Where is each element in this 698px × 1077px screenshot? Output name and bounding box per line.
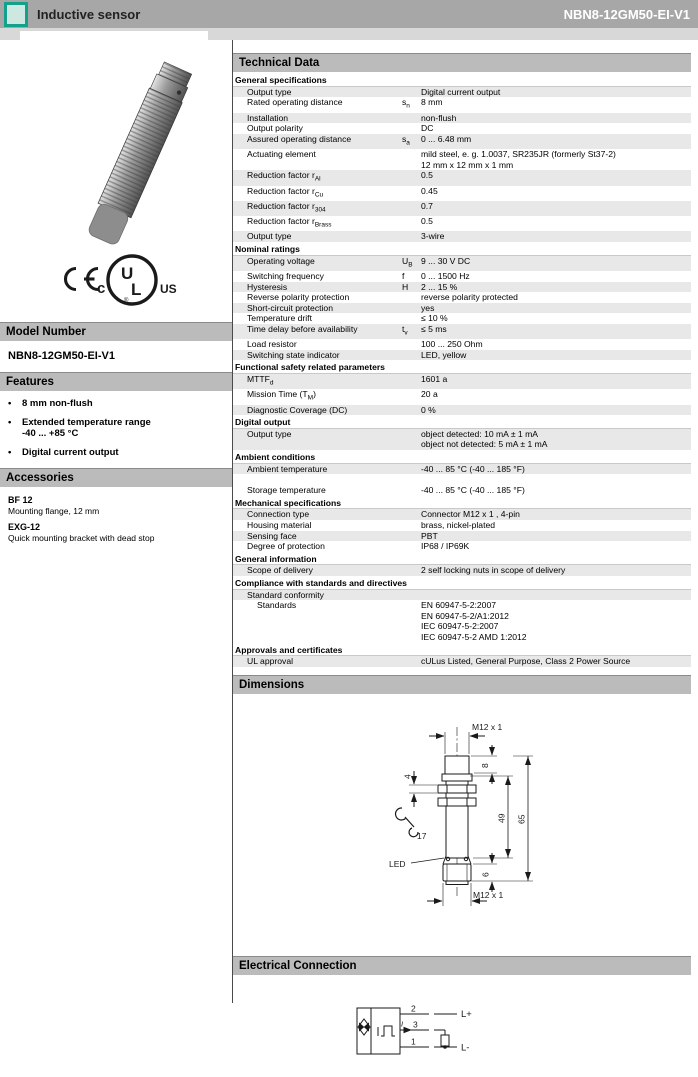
pin-3-label: 3 xyxy=(413,1019,418,1030)
spec-label: Installation xyxy=(247,112,289,123)
spec-value-line: 0.45 xyxy=(421,185,438,196)
spec-label: Standard conformity xyxy=(247,589,324,600)
spec-symbol-subscript: a xyxy=(406,139,410,147)
spec-symbol xyxy=(402,520,421,531)
spec-symbol xyxy=(402,374,421,389)
load-resistor-symbol xyxy=(441,1035,449,1046)
spec-row xyxy=(233,600,691,642)
spec-value xyxy=(421,313,691,324)
spec-section-title: Approvals and certificates xyxy=(233,644,691,657)
spec-symbol xyxy=(402,149,421,170)
spec-value xyxy=(421,350,691,361)
technical-data-heading: Technical Data xyxy=(233,53,691,72)
spec-value-line: 0.5 xyxy=(421,170,433,181)
accessory-name: BF 12 xyxy=(8,495,33,505)
dim-label-8: 8 xyxy=(480,762,490,768)
spec-value-line: 0 ... 1500 Hz xyxy=(421,270,470,281)
spec-value-line: 3-wire xyxy=(421,231,445,242)
spec-value xyxy=(421,271,691,282)
spec-label-subscript: Brass xyxy=(314,221,332,229)
spec-section-title: General specifications xyxy=(233,74,691,87)
wiring-diagram xyxy=(347,1002,537,1072)
bullet-icon: • xyxy=(8,416,12,428)
spec-symbol xyxy=(402,541,421,552)
spec-value xyxy=(421,429,691,450)
accessory-description: Quick mounting bracket with dead stop xyxy=(8,533,155,543)
spec-value-line: -40 ... 85 °C (-40 ... 185 °F) xyxy=(421,463,525,474)
spec-label: Reverse polarity protection xyxy=(247,292,350,303)
spec-label-subscript: 304 xyxy=(314,206,326,214)
accessories-heading: Accessories xyxy=(0,468,232,487)
spec-value xyxy=(421,87,691,98)
spec-value-line: 2 ... 15 % xyxy=(421,281,458,292)
wrench-size-label: 17 xyxy=(417,830,427,841)
spec-value-line: 1601 a xyxy=(421,374,448,384)
spec-section-title: General information xyxy=(233,553,691,566)
spec-row xyxy=(233,509,691,520)
spec-symbol xyxy=(402,350,421,361)
product-photo xyxy=(0,40,232,252)
spec-row xyxy=(233,324,691,339)
spec-value xyxy=(421,123,691,134)
spec-row xyxy=(233,464,691,475)
spec-value xyxy=(421,256,691,271)
spec-symbol xyxy=(402,600,421,642)
dim-label-4: 4 xyxy=(402,773,413,779)
spec-value-line: IEC 60947-5-2 AMD 1:2012 xyxy=(421,631,527,642)
ul-us-label: US xyxy=(160,282,177,296)
spec-value-line: ≤ 10 % xyxy=(421,313,448,324)
spec-value-line: brass, nickel-plated xyxy=(421,519,496,530)
spec-value-line: 2 self locking nuts in scope of delivery xyxy=(421,565,566,576)
spec-row xyxy=(233,149,691,170)
current-label: I xyxy=(401,1019,404,1029)
led-label: LED xyxy=(389,858,406,869)
spec-row xyxy=(233,97,691,112)
spec-label: Standards xyxy=(257,600,297,611)
spec-row xyxy=(233,405,691,416)
ul-l-letter: L xyxy=(131,280,142,299)
spec-value-line: 9 ... 30 V DC xyxy=(421,255,471,266)
spec-label: Output type xyxy=(247,428,292,439)
model-number-heading: Model Number xyxy=(0,322,232,341)
dim-label-6: 6 xyxy=(480,871,491,877)
spec-label: $MTTF_d$ xyxy=(247,374,274,387)
dim-label-49: 49 xyxy=(496,813,507,823)
spec-value xyxy=(421,339,691,350)
spec-row xyxy=(233,313,691,324)
spec-row xyxy=(233,216,691,231)
spec-value xyxy=(421,170,691,185)
spec-label: Assured operating distance xyxy=(247,133,352,144)
spec-row xyxy=(233,134,691,149)
main-column xyxy=(232,40,698,1054)
spec-symbol: $t_v$ xyxy=(402,323,408,337)
spec-label: Diagnostic Coverage (DC) xyxy=(247,404,348,415)
spec-symbol-subscript: v xyxy=(404,329,408,337)
spec-value-line: EN 60947-5-2:2007 xyxy=(421,600,497,611)
spec-value-line: cULus Listed, General Purpose, Class 2 Power Source xyxy=(421,656,631,667)
spec-row xyxy=(233,339,691,350)
spec-value-line: reverse polarity protected xyxy=(421,292,518,303)
accessory-name: EXG-12 xyxy=(8,522,41,532)
spec-value-line: object detected: 10 mA ± 1 mA xyxy=(421,428,538,439)
spec-label: Output polarity xyxy=(247,123,303,134)
spec-row xyxy=(233,531,691,542)
spec-symbol-subscript: B xyxy=(408,261,413,269)
spec-label: Load resistor xyxy=(247,339,297,350)
spec-row xyxy=(233,231,691,242)
spec-label: Hysteresis xyxy=(247,281,288,292)
wrench-icon xyxy=(396,808,418,837)
spec-row xyxy=(233,292,691,303)
brand-icon xyxy=(4,2,28,27)
spec-value-line: 100 ... 250 Ohm xyxy=(421,339,483,350)
spec-section-title: Nominal ratings xyxy=(233,243,691,256)
spec-value xyxy=(421,464,691,475)
spec-section-title: Digital output xyxy=(233,416,691,429)
spec-symbol xyxy=(402,565,421,576)
spec-value-line: -40 ... 85 °C (-40 ... 185 °F) xyxy=(421,485,525,496)
spec-symbol xyxy=(402,170,421,185)
spec-value-line: yes xyxy=(421,302,435,313)
ul-u-letter: U xyxy=(121,264,134,283)
spec-row xyxy=(233,485,691,496)
spec-label: Mission Time $(T_M)$ xyxy=(247,389,316,403)
feature-item: • Digital current output xyxy=(8,446,119,458)
junction-dot xyxy=(443,1045,447,1049)
spec-label-subscript: d xyxy=(269,379,274,387)
ul-registered-symbol: ® xyxy=(124,298,129,304)
pin-2-label: 2 xyxy=(411,1003,416,1014)
spec-value xyxy=(421,134,691,149)
spec-label: Storage temperature xyxy=(247,485,326,496)
spec-label: Output type xyxy=(247,86,292,97)
spec-symbol xyxy=(402,123,421,134)
electrical-connection-heading: Electrical Connection xyxy=(233,956,691,975)
spec-row xyxy=(233,123,691,134)
spec-value xyxy=(421,590,691,601)
spec-label: Connection type xyxy=(247,509,310,520)
spec-label: Switching frequency xyxy=(247,270,324,281)
l-minus-label: L- xyxy=(461,1042,470,1054)
spec-symbol: $s_n$ xyxy=(402,97,410,110)
spec-symbol xyxy=(402,405,421,416)
bullet-icon: • xyxy=(8,398,12,409)
spec-value-line: 20 a xyxy=(421,389,438,400)
spec-row xyxy=(233,374,691,389)
spec-symbol xyxy=(402,87,421,98)
spec-section-title: Mechanical specifications xyxy=(233,497,691,510)
spec-symbol xyxy=(402,656,421,667)
spec-label: Switching state indicator xyxy=(247,349,340,360)
sensor-photo-illustration xyxy=(0,40,232,252)
spec-value xyxy=(421,565,691,576)
spec-value xyxy=(421,201,691,216)
spec-value xyxy=(421,531,691,542)
model-number-value: NBN8-12GM50-EI-V1 xyxy=(8,350,115,362)
spec-value-line: mild steel, e. g. 1.0037, SR235JR (formerly St37-2) xyxy=(421,149,616,159)
spec-row xyxy=(233,303,691,314)
electrical-connection-figure xyxy=(347,1002,691,1077)
spec-symbol xyxy=(402,531,421,542)
spec-label-subscript: M xyxy=(307,395,314,403)
spec-value-line: 0 ... 6.48 mm xyxy=(421,133,472,144)
spec-section-title: Functional safety related parameters xyxy=(233,361,691,374)
spec-row xyxy=(233,271,691,282)
spec-value xyxy=(421,231,691,242)
spec-label-subscript: Cu xyxy=(314,191,324,199)
l-plus-label: L+ xyxy=(461,1008,472,1020)
spec-symbol: f xyxy=(402,270,405,281)
certification-marks xyxy=(0,252,232,322)
spec-value-line: 0 % xyxy=(421,404,436,415)
spec-value xyxy=(421,509,691,520)
spec-row xyxy=(233,389,691,404)
spec-symbol: H xyxy=(402,281,409,292)
spec-row xyxy=(233,282,691,293)
spec-value xyxy=(421,389,691,404)
header-substrip-tab xyxy=(20,31,208,40)
spec-symbol xyxy=(402,485,421,496)
spec-row xyxy=(233,186,691,201)
spec-value xyxy=(421,600,691,642)
spec-symbol xyxy=(402,201,421,216)
spec-symbol xyxy=(402,113,421,124)
spec-section-title: Compliance with standards and directives xyxy=(233,577,691,590)
spec-value xyxy=(421,656,691,667)
left-column xyxy=(0,40,232,1003)
spec-value-line: Digital current output xyxy=(421,86,501,97)
spec-value-line: IP68 / IP69K xyxy=(421,541,470,552)
spec-value xyxy=(421,405,691,416)
dimensions-figure xyxy=(367,721,691,951)
page-header xyxy=(0,0,698,28)
spec-symbol xyxy=(402,464,421,475)
spec-value xyxy=(421,374,691,389)
spec-symbol: $U_B$ xyxy=(402,255,413,269)
spec-value xyxy=(421,292,691,303)
spec-row xyxy=(233,541,691,552)
spec-label-subscript: Al xyxy=(314,175,321,183)
spec-row xyxy=(233,565,691,576)
spec-label: Reduction factor $r_{Al}$ xyxy=(247,170,321,183)
spec-value xyxy=(421,324,691,339)
spec-value-line: 8 mm xyxy=(421,97,443,108)
spec-value-line: 0.7 xyxy=(421,200,433,211)
spec-label: Reduction factor $r_{Cu}$ xyxy=(247,185,324,199)
pin-1-label: 1 xyxy=(411,1036,416,1047)
spec-value xyxy=(421,216,691,231)
spec-value-line: IEC 60947-5-2:2007 xyxy=(421,621,499,632)
spec-row xyxy=(233,590,691,601)
spec-label: Actuating element xyxy=(247,149,316,159)
spec-symbol xyxy=(402,429,421,450)
dim-label-m12-top: M12 x 1 xyxy=(472,721,503,732)
spec-label: Sensing face xyxy=(247,530,297,541)
spec-value-line: EN 60947-5-2/A1:2012 xyxy=(421,610,509,621)
spec-value-line: PBT xyxy=(421,530,438,541)
spec-label: Reduction factor $r_{Brass}$ xyxy=(247,216,332,229)
technical-data-table xyxy=(233,74,691,667)
spec-row xyxy=(233,520,691,531)
spec-value xyxy=(421,485,691,496)
spec-symbol: $s_a$ xyxy=(402,133,410,147)
spec-value xyxy=(421,303,691,314)
spec-symbol xyxy=(402,216,421,231)
dim-label-m12-bottom: M12 x 1 xyxy=(473,889,504,900)
spec-label: Temperature drift xyxy=(247,313,312,324)
spec-symbol xyxy=(402,313,421,324)
spec-value xyxy=(421,149,691,170)
spec-value xyxy=(421,520,691,531)
page-title: Inductive sensor xyxy=(37,6,141,22)
spec-symbol-subscript: n xyxy=(406,102,410,110)
spec-symbol xyxy=(402,339,421,350)
spec-row xyxy=(233,87,691,98)
spec-label: Rated operating distance xyxy=(247,97,343,108)
spec-value xyxy=(421,113,691,124)
spec-row-spacer xyxy=(233,474,691,485)
spec-label: Operating voltage xyxy=(247,255,315,266)
spec-value-line: 0.5 xyxy=(421,216,433,227)
spec-label: Degree of protection xyxy=(247,541,325,552)
spec-value-line: non-flush xyxy=(421,112,457,123)
spec-symbol xyxy=(402,389,421,404)
spec-row xyxy=(233,113,691,124)
spec-value-line: Connector M12 x 1 , 4-pin xyxy=(421,509,520,520)
spec-section-title: Ambient conditions xyxy=(233,451,691,464)
feature-item: • Extended temperature range -40 ... +85 °C xyxy=(8,416,151,439)
spec-value-line: 12 mm x 12 mm x 1 mm xyxy=(421,159,514,170)
spec-row xyxy=(233,429,691,450)
spec-symbol xyxy=(402,186,421,201)
spec-symbol xyxy=(402,303,421,314)
feature-item: • 8 mm non-flush xyxy=(8,398,93,409)
spec-label: Housing material xyxy=(247,519,312,530)
spec-value-line: object not detected: 5 mA ± 1 mA xyxy=(421,439,548,450)
spec-symbol xyxy=(402,231,421,242)
accessories-list xyxy=(0,487,232,543)
spec-value xyxy=(421,541,691,552)
dimensions-heading: Dimensions xyxy=(233,675,691,694)
dimension-drawing xyxy=(367,721,617,946)
spec-label: Output type xyxy=(247,231,292,242)
spec-value-line: DC xyxy=(421,123,434,134)
culus-mark-icon xyxy=(88,252,184,310)
spec-label: Short-circuit protection xyxy=(247,302,333,313)
ul-c-label: c xyxy=(97,280,106,297)
bullet-icon: • xyxy=(8,446,12,458)
accessory-description: Mounting flange, 12 mm xyxy=(8,506,100,516)
spec-row xyxy=(233,256,691,271)
dim-label-65: 65 xyxy=(516,814,527,824)
spec-label: Scope of delivery xyxy=(247,565,313,576)
spec-label: Ambient temperature xyxy=(247,463,328,474)
spec-row xyxy=(233,656,691,667)
spec-row xyxy=(233,350,691,361)
header-model-number: NBN8-12GM50-EI-V1 xyxy=(563,6,690,22)
spec-label: UL approval xyxy=(247,656,294,667)
spec-symbol xyxy=(402,292,421,303)
spec-symbol xyxy=(402,509,421,520)
spec-label: Time delay before availability xyxy=(247,323,358,334)
features-list xyxy=(0,398,232,458)
spec-label: Reduction factor $r_{304}$ xyxy=(247,200,326,214)
spec-row xyxy=(233,201,691,216)
spec-value-line: LED, yellow xyxy=(421,349,467,360)
spec-symbol xyxy=(402,590,421,601)
spec-row xyxy=(233,170,691,185)
header-substrip xyxy=(0,28,698,40)
spec-value xyxy=(421,282,691,293)
spec-value xyxy=(421,97,691,112)
spec-value xyxy=(421,186,691,201)
spec-value-line: ≤ 5 ms xyxy=(421,323,447,334)
features-heading: Features xyxy=(0,372,232,391)
